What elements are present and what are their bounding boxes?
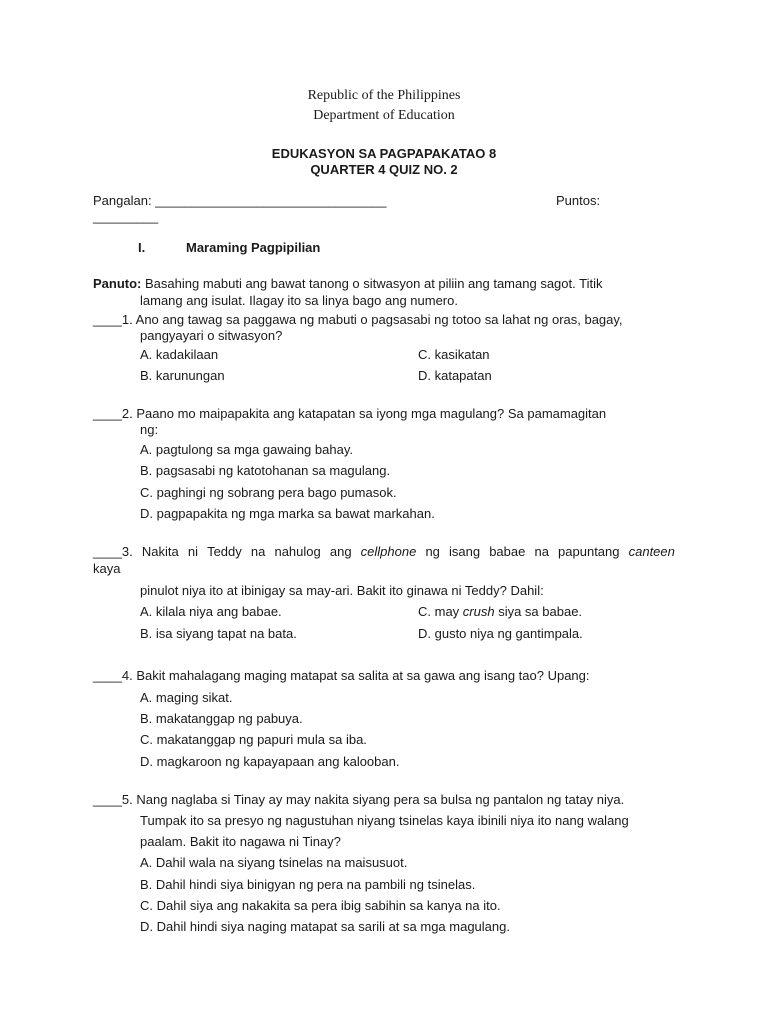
- q4-choice-c: C. makatanggap ng papuri mula sa iba.: [140, 732, 367, 747]
- q3-word: ni: [187, 544, 198, 559]
- score-line: _________: [93, 209, 159, 224]
- q1-choice-d: D. katapatan: [418, 368, 492, 383]
- instructions: [93, 276, 602, 291]
- q3-word: ____3.: [93, 544, 133, 559]
- question-2-line-1: ____2. Paano mo maipapakita ang katapatan sa iyong mga magulang? Sa pamamagitan: [93, 406, 607, 421]
- q4-choice-b: B. makatanggap ng pabuya.: [140, 711, 303, 726]
- question-3-kaya: kaya: [93, 561, 121, 576]
- department-heading: Department of Education: [313, 108, 455, 123]
- question-1-line-2: pangyayari o sitwasyon?: [140, 328, 283, 343]
- q5-choice-b: B. Dahil hindi siya binigyan ng pera na pambili ng tsinelas.: [140, 877, 476, 892]
- q5-choice-a: A. Dahil wala na siyang tsinelas na maisusuot.: [140, 855, 408, 870]
- q3-word: isang: [449, 544, 481, 559]
- section-numeral: I.: [138, 240, 146, 255]
- question-5-line-3: paalam. Bakit ito nagawa ni Tinay?: [140, 834, 341, 849]
- q3-word-canteen: canteen: [628, 544, 675, 559]
- q3-word: papuntang: [558, 544, 620, 559]
- q3-word: nahulog: [274, 544, 321, 559]
- q1-choice-c: C. kasikatan: [418, 347, 490, 362]
- q3-word: na: [534, 544, 549, 559]
- q4-choice-a: A. maging sikat.: [140, 690, 233, 705]
- question-4-line-1: ____4. Bakit mahalagang maging matapat sa salita at sa gawa ang isang tao? Upang:: [93, 668, 590, 683]
- q5-choice-d: D. Dahil hindi siya naging matapat sa sarili at sa mga magulang.: [140, 919, 510, 934]
- q3-word: ng: [425, 544, 440, 559]
- q2-choice-b: B. pagsasabi ng katotohanan sa magulang.: [140, 463, 391, 478]
- subject-title: EDUKASYON SA PAGPAPAKATAO 8: [271, 146, 497, 161]
- q3-choice-b: B. isa siyang tapat na bata.: [140, 626, 297, 641]
- quiz-title: QUARTER 4 QUIZ NO. 2: [310, 162, 458, 177]
- instructions-line-2: lamang ang isulat. Ilagay ito sa linya bago ang numero.: [140, 293, 458, 308]
- q1-choice-a: A. kadakilaan: [140, 347, 219, 362]
- q3-word: Nakita: [141, 544, 179, 559]
- q1-choice-b: B. karunungan: [140, 368, 225, 383]
- q2-choice-d: D. pagpapakita ng mga marka sa bawat markahan.: [140, 506, 435, 521]
- score-label: Puntos:: [556, 193, 601, 208]
- q3-choice-c: [418, 604, 582, 619]
- q3-word: ang: [329, 544, 352, 559]
- question-2-line-2: ng:: [140, 422, 159, 437]
- section-title: Maraming Pagpipilian: [186, 240, 321, 255]
- republic-heading: Republic of the Philippines: [307, 88, 461, 103]
- q3-choice-c-suffix: siya sa babae.: [494, 604, 583, 619]
- q3-choice-c-prefix: C. may: [418, 604, 463, 619]
- q3-choice-d: D. gusto niya ng gantimpala.: [418, 626, 583, 641]
- q2-choice-c: C. paghingi ng sobrang pera bago pumasok.: [140, 485, 397, 500]
- instructions-label: Panuto:: [93, 276, 142, 291]
- q5-choice-c: C. Dahil siya ang nakakita sa pera ibig sabihin sa kanya na ito.: [140, 898, 501, 913]
- instructions-line-1: Basahing mabuti ang bawat tanong o sitwasyon at piliin ang tamang sagot. Titik: [141, 276, 603, 291]
- name-field-label: Pangalan: ________________________________: [93, 193, 387, 208]
- q4-choice-d: D. magkaroon ng kapayapaan ang kalooban.: [140, 754, 400, 769]
- q3-word: na: [250, 544, 266, 559]
- question-3-line-1: [93, 544, 675, 559]
- q3-word-cellphone: cellphone: [360, 544, 417, 559]
- q3-choice-c-crush: crush: [462, 604, 495, 619]
- question-3-line-2: pinulot niya ito at ibinigay sa may-ari. Bakit ito ginawa ni Teddy? Dahil:: [140, 583, 544, 598]
- question-1-line-1: ____1. Ano ang tawag sa paggawa ng mabuti o pagsasabi ng totoo sa lahat ng oras, bagay,: [93, 312, 623, 327]
- q3-word: babae: [489, 544, 526, 559]
- question-5-line-1: ____5. Nang naglaba si Tinay ay may nakita siyang pera sa bulsa ng pantalon ng tatay niya.: [93, 792, 625, 807]
- q2-choice-a: A. pagtulong sa mga gawaing bahay.: [140, 442, 353, 457]
- q3-choice-a: A. kilala niya ang babae.: [140, 604, 282, 619]
- q3-word: Teddy: [207, 544, 242, 559]
- question-5-line-2: Tumpak ito sa presyo ng nagustuhan niyang tsinelas kaya ibinili niya ito nang walang: [140, 813, 629, 828]
